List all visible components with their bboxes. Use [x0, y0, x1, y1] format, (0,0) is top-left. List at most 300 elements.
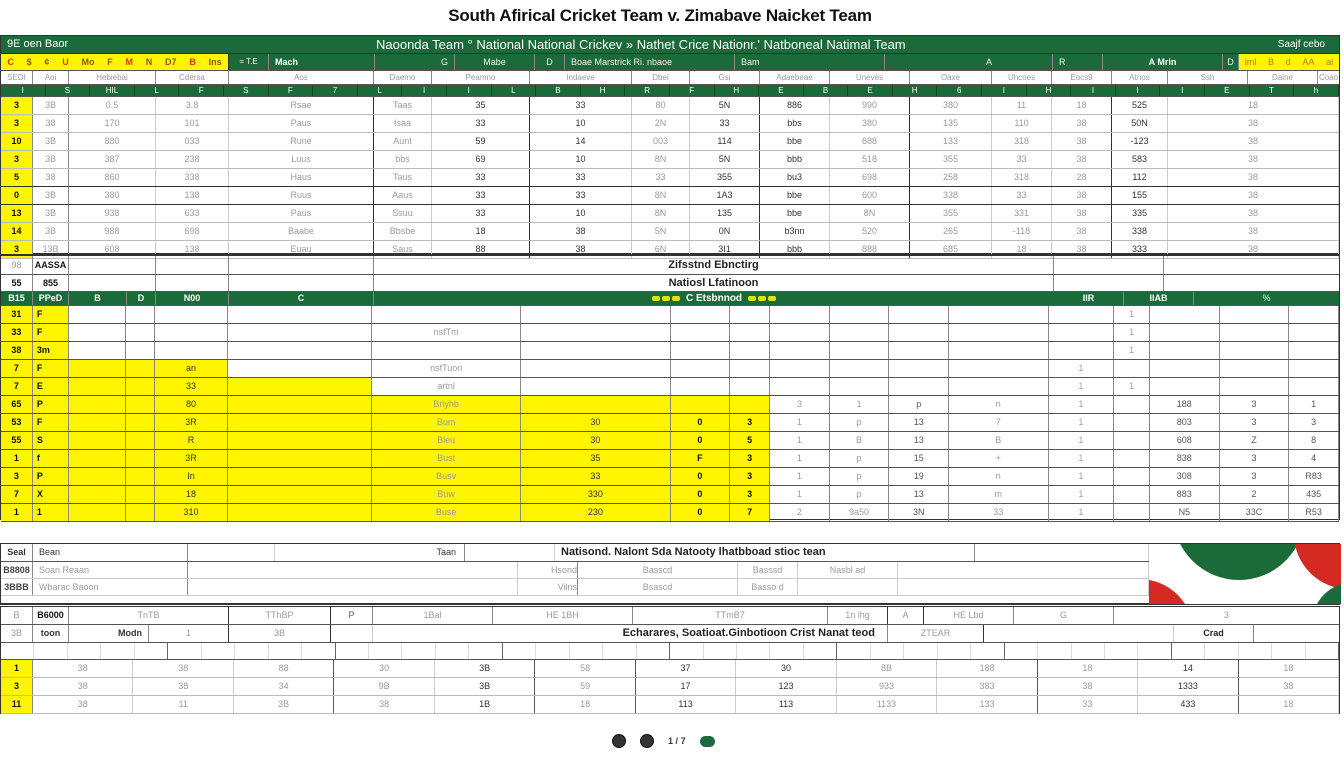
- row-cell[interactable]: [69, 414, 127, 431]
- row-cell[interactable]: F: [33, 414, 69, 431]
- row-cell[interactable]: 1: [33, 504, 69, 521]
- row-cell[interactable]: 860: [69, 169, 156, 186]
- row-cell[interactable]: 50N: [1112, 115, 1168, 132]
- row-cell[interactable]: 688: [830, 133, 910, 150]
- row-cell[interactable]: 3: [730, 414, 770, 431]
- row-cell[interactable]: [1289, 306, 1339, 323]
- row-cell[interactable]: [188, 579, 518, 595]
- row-cell[interactable]: 387: [69, 151, 156, 168]
- row-cell[interactable]: nsfTuon: [372, 360, 521, 377]
- row-cell[interactable]: 18: [535, 696, 635, 713]
- row-cell[interactable]: 258: [910, 169, 992, 186]
- row-cell[interactable]: [126, 306, 155, 323]
- row-cell[interactable]: 3: [1220, 396, 1290, 413]
- row-cell[interactable]: 35: [432, 97, 530, 114]
- row-cell[interactable]: Bust: [372, 450, 521, 467]
- row-cell[interactable]: 5N: [690, 97, 760, 114]
- row-cell[interactable]: 3m: [33, 342, 69, 359]
- row-cell[interactable]: 33: [432, 169, 530, 186]
- row-cell[interactable]: [126, 324, 155, 341]
- row-cell[interactable]: 155: [1112, 187, 1168, 204]
- row-cell[interactable]: 133: [937, 696, 1037, 713]
- row-cell[interactable]: 0: [671, 414, 731, 431]
- row-cell[interactable]: 608: [69, 241, 156, 258]
- row-cell[interactable]: [898, 579, 1149, 595]
- row-cell[interactable]: 35: [521, 450, 670, 467]
- row-cell[interactable]: 38: [1239, 678, 1339, 695]
- row-cell[interactable]: [126, 486, 155, 503]
- row-cell[interactable]: 6N: [632, 241, 690, 258]
- row-cell[interactable]: 1: [1049, 450, 1115, 467]
- row-cell[interactable]: 7: [949, 414, 1048, 431]
- column-header[interactable]: Atnos: [1112, 71, 1168, 84]
- row-cell[interactable]: 990: [830, 97, 910, 114]
- row-cell[interactable]: 15: [889, 450, 949, 467]
- row-cell[interactable]: X: [33, 486, 69, 503]
- row-number[interactable]: 3: [1, 97, 33, 114]
- row-number[interactable]: 10: [1, 133, 33, 150]
- row-cell[interactable]: [228, 414, 372, 431]
- column-header[interactable]: Eocs9: [1052, 71, 1112, 84]
- row-index[interactable]: 7: [1, 378, 33, 395]
- row-cell[interactable]: 88: [234, 660, 334, 677]
- next-page-button[interactable]: [640, 734, 654, 748]
- row-cell[interactable]: [1114, 468, 1150, 485]
- row-cell[interactable]: 380: [910, 97, 992, 114]
- row-cell[interactable]: [830, 324, 890, 341]
- row-cell[interactable]: [1114, 414, 1150, 431]
- row-cell[interactable]: 883: [1150, 486, 1220, 503]
- row-cell[interactable]: 3B: [234, 696, 334, 713]
- row-cell[interactable]: Paus: [229, 115, 374, 132]
- row-cell[interactable]: [69, 342, 127, 359]
- row-cell[interactable]: 838: [1150, 450, 1220, 467]
- row-cell[interactable]: 101: [156, 115, 229, 132]
- row-cell[interactable]: 69: [432, 151, 530, 168]
- row-cell[interactable]: Soan Reaan: [33, 562, 188, 578]
- row-cell[interactable]: b3nn: [760, 223, 830, 240]
- row-cell[interactable]: 310: [155, 504, 228, 521]
- row-cell[interactable]: 1: [1049, 468, 1115, 485]
- row-cell[interactable]: 38: [1052, 241, 1112, 258]
- row-cell[interactable]: 138: [156, 241, 229, 258]
- row-cell[interactable]: [770, 324, 830, 341]
- row-cell[interactable]: 112: [1112, 169, 1168, 186]
- row-cell[interactable]: [1150, 324, 1220, 341]
- row-cell[interactable]: -123: [1112, 133, 1168, 150]
- row-cell[interactable]: n: [949, 396, 1048, 413]
- row-cell[interactable]: Busv: [372, 468, 521, 485]
- row-cell[interactable]: [1289, 378, 1339, 395]
- row-cell[interactable]: P: [33, 468, 69, 485]
- row-cell[interactable]: 3B: [33, 97, 69, 114]
- row-cell[interactable]: B: [949, 432, 1048, 449]
- row-cell[interactable]: 38: [1168, 241, 1339, 258]
- row-cell[interactable]: [1049, 324, 1115, 341]
- row-cell[interactable]: 583: [1112, 151, 1168, 168]
- row-cell[interactable]: 38: [1168, 115, 1339, 132]
- row-cell[interactable]: Aunt: [374, 133, 432, 150]
- row-cell[interactable]: 30: [736, 660, 836, 677]
- column-header[interactable]: Hebiebai: [69, 71, 156, 84]
- row-cell[interactable]: 1: [1049, 360, 1115, 377]
- row-cell[interactable]: 333: [1112, 241, 1168, 258]
- row-cell[interactable]: [1049, 342, 1115, 359]
- row-cell[interactable]: 331: [992, 205, 1052, 222]
- mid-header-c2[interactable]: D: [127, 292, 156, 305]
- row-cell[interactable]: 59: [535, 678, 635, 695]
- row-cell[interactable]: [671, 342, 731, 359]
- toolbar-ctrl[interactable]: = T.E: [229, 54, 269, 70]
- row-cell[interactable]: 113: [736, 696, 836, 713]
- row-cell[interactable]: 3: [730, 450, 770, 467]
- row-cell[interactable]: Paus: [229, 205, 374, 222]
- row-cell[interactable]: R83: [1289, 468, 1339, 485]
- row-cell[interactable]: [521, 396, 670, 413]
- row-cell[interactable]: 3BBB: [1, 579, 33, 595]
- row-cell[interactable]: 685: [910, 241, 992, 258]
- row-cell[interactable]: 3: [770, 396, 830, 413]
- row-cell[interactable]: 1: [1049, 378, 1115, 395]
- row-cell[interactable]: 38: [33, 115, 69, 132]
- row-cell[interactable]: 0: [671, 432, 731, 449]
- row-cell[interactable]: [372, 306, 521, 323]
- row-cell[interactable]: 1: [1114, 378, 1150, 395]
- row-cell[interactable]: nsfTm: [372, 324, 521, 341]
- row-cell[interactable]: [830, 342, 890, 359]
- mid-header-c5[interactable]: IIR: [1054, 292, 1124, 305]
- row-cell[interactable]: [126, 396, 155, 413]
- row-cell[interactable]: [69, 306, 127, 323]
- row-cell[interactable]: bbb: [760, 241, 830, 258]
- toolbar-group3-label[interactable]: Boae Marstrick Ri. nbaoe: [565, 54, 735, 70]
- column-header[interactable]: Ssh: [1168, 71, 1248, 84]
- row-cell[interactable]: R: [155, 432, 228, 449]
- row-cell[interactable]: 3N: [889, 504, 949, 521]
- row-cell[interactable]: bbe: [760, 187, 830, 204]
- row-cell[interactable]: Hsond: [518, 562, 578, 578]
- row-cell[interactable]: 033: [156, 133, 229, 150]
- row-cell[interactable]: [228, 306, 372, 323]
- row-cell[interactable]: 338: [1112, 223, 1168, 240]
- row-cell[interactable]: [228, 378, 372, 395]
- row-cell[interactable]: 3: [1220, 450, 1290, 467]
- row-cell[interactable]: [671, 396, 731, 413]
- row-cell[interactable]: 18: [1038, 660, 1138, 677]
- row-cell[interactable]: 880: [69, 133, 156, 150]
- column-header[interactable]: Peamno: [432, 71, 530, 84]
- row-cell[interactable]: [1114, 504, 1150, 521]
- row-cell[interactable]: [1289, 360, 1339, 377]
- row-cell[interactable]: 18: [1239, 696, 1339, 713]
- toolbar-tool-button[interactable]: iml: [1244, 56, 1257, 67]
- row-cell[interactable]: 7: [730, 504, 770, 521]
- mid-header-c1[interactable]: B: [69, 292, 127, 305]
- toolbar-tool-button[interactable]: B: [1268, 56, 1275, 67]
- row-cell[interactable]: [69, 450, 127, 467]
- row-cell[interactable]: 38: [1052, 115, 1112, 132]
- toolbar-tool-button[interactable]: Ins: [208, 56, 222, 67]
- column-header[interactable]: SEDI: [1, 71, 33, 84]
- row-cell[interactable]: -118: [992, 223, 1052, 240]
- row-cell[interactable]: [671, 306, 731, 323]
- row-number[interactable]: 11: [1, 696, 33, 713]
- row-cell[interactable]: 3: [1220, 414, 1290, 431]
- row-cell[interactable]: 355: [690, 169, 760, 186]
- row-cell[interactable]: p: [830, 414, 890, 431]
- row-cell[interactable]: 318: [992, 133, 1052, 150]
- row-number[interactable]: 3: [1, 678, 33, 695]
- row-number[interactable]: 3: [1, 115, 33, 132]
- row-cell[interactable]: Rune: [229, 133, 374, 150]
- row-number[interactable]: 1: [1, 660, 33, 677]
- row-cell[interactable]: 18: [1052, 97, 1112, 114]
- row-cell[interactable]: 19: [889, 468, 949, 485]
- row-cell[interactable]: [126, 432, 155, 449]
- column-header[interactable]: Oaxe: [910, 71, 992, 84]
- row-cell[interactable]: an: [155, 360, 228, 377]
- row-cell[interactable]: 355: [910, 151, 992, 168]
- row-cell[interactable]: 110: [992, 115, 1052, 132]
- row-cell[interactable]: 886: [760, 97, 830, 114]
- row-cell[interactable]: Bum: [372, 414, 521, 431]
- row-cell[interactable]: 33: [432, 115, 530, 132]
- row-cell[interactable]: [155, 306, 228, 323]
- row-index[interactable]: 1: [1, 504, 33, 521]
- row-cell[interactable]: 8N: [830, 205, 910, 222]
- row-cell[interactable]: [949, 324, 1048, 341]
- toolbar-tool-button[interactable]: F: [107, 56, 113, 67]
- toolbar-match[interactable]: Mach: [269, 54, 375, 70]
- row-cell[interactable]: Basscd: [578, 562, 738, 578]
- row-cell[interactable]: [770, 342, 830, 359]
- column-header[interactable]: Gsi: [690, 71, 760, 84]
- row-cell[interactable]: 38: [530, 223, 632, 240]
- prev-page-button[interactable]: [612, 734, 626, 748]
- row-cell[interactable]: f: [33, 450, 69, 467]
- row-cell[interactable]: [671, 324, 731, 341]
- row-cell[interactable]: [1150, 342, 1220, 359]
- row-cell[interactable]: Ruus: [229, 187, 374, 204]
- toolbar-tool-button[interactable]: U: [62, 56, 69, 67]
- row-cell[interactable]: [1220, 360, 1290, 377]
- row-cell[interactable]: 38: [33, 678, 133, 695]
- row-cell[interactable]: 633: [156, 205, 229, 222]
- row-cell[interactable]: 18: [155, 486, 228, 503]
- row-cell[interactable]: 3B: [435, 660, 535, 677]
- row-cell[interactable]: Buse: [372, 504, 521, 521]
- row-cell[interactable]: 698: [156, 223, 229, 240]
- column-header[interactable]: Coao: [1318, 72, 1339, 82]
- row-cell[interactable]: B8808: [1, 562, 33, 578]
- row-cell[interactable]: 38: [1168, 187, 1339, 204]
- row-cell[interactable]: [1150, 378, 1220, 395]
- row-cell[interactable]: 33: [992, 187, 1052, 204]
- row-cell[interactable]: F: [671, 450, 731, 467]
- row-cell[interactable]: 59: [432, 133, 530, 150]
- row-cell[interactable]: 1: [770, 450, 830, 467]
- row-cell[interactable]: [1114, 450, 1150, 467]
- row-cell[interactable]: [372, 342, 521, 359]
- row-cell[interactable]: 38: [1168, 205, 1339, 222]
- row-cell[interactable]: 38: [1168, 223, 1339, 240]
- row-cell[interactable]: 33: [530, 97, 632, 114]
- row-number[interactable]: 14: [1, 223, 33, 240]
- row-cell[interactable]: 5: [730, 432, 770, 449]
- row-cell[interactable]: [1150, 360, 1220, 377]
- row-cell[interactable]: 14: [530, 133, 632, 150]
- row-cell[interactable]: 18: [992, 241, 1052, 258]
- row-cell[interactable]: Buw: [372, 486, 521, 503]
- row-cell[interactable]: 33: [530, 187, 632, 204]
- row-cell[interactable]: 003: [632, 133, 690, 150]
- row-cell[interactable]: Z: [1220, 432, 1290, 449]
- row-cell[interactable]: Euau: [229, 241, 374, 258]
- row-cell[interactable]: 2: [770, 504, 830, 521]
- row-cell[interactable]: 33: [432, 205, 530, 222]
- row-cell[interactable]: [126, 504, 155, 521]
- row-cell[interactable]: 1: [1114, 306, 1150, 323]
- row-cell[interactable]: 1: [770, 414, 830, 431]
- row-cell[interactable]: 38: [33, 660, 133, 677]
- row-cell[interactable]: 230: [521, 504, 670, 521]
- row-cell[interactable]: [1220, 324, 1290, 341]
- row-cell[interactable]: [126, 360, 155, 377]
- column-header[interactable]: Uneves: [830, 71, 910, 84]
- row-cell[interactable]: p: [889, 396, 949, 413]
- row-cell[interactable]: Ssuu: [374, 205, 432, 222]
- row-cell[interactable]: 1A3: [690, 187, 760, 204]
- row-cell[interactable]: [521, 378, 670, 395]
- row-cell[interactable]: 38: [133, 678, 233, 695]
- row-cell[interactable]: [949, 360, 1048, 377]
- row-cell[interactable]: [1289, 324, 1339, 341]
- row-cell[interactable]: Aaus: [374, 187, 432, 204]
- row-cell[interactable]: p: [830, 486, 890, 503]
- row-cell[interactable]: +: [949, 450, 1048, 467]
- row-cell[interactable]: [889, 324, 949, 341]
- row-number[interactable]: 3: [1, 151, 33, 168]
- row-number[interactable]: 5: [1, 169, 33, 186]
- row-cell[interactable]: 238: [156, 151, 229, 168]
- row-cell[interactable]: 3B: [435, 678, 535, 695]
- row-cell[interactable]: 335: [1112, 205, 1168, 222]
- row-cell[interactable]: 11: [992, 97, 1052, 114]
- row-cell[interactable]: [770, 360, 830, 377]
- row-cell[interactable]: 3: [1220, 468, 1290, 485]
- row-cell[interactable]: [730, 342, 770, 359]
- row-cell[interactable]: 18: [432, 223, 530, 240]
- row-index[interactable]: 65: [1, 396, 33, 413]
- row-cell[interactable]: Basssd: [738, 562, 798, 578]
- row-cell[interactable]: [228, 360, 372, 377]
- row-cell[interactable]: Bnyhb: [372, 396, 521, 413]
- row-cell[interactable]: [671, 360, 731, 377]
- row-cell[interactable]: bbs: [760, 115, 830, 132]
- row-cell[interactable]: Basso d: [738, 579, 798, 595]
- row-cell[interactable]: 8B: [837, 660, 937, 677]
- row-cell[interactable]: [228, 450, 372, 467]
- row-cell[interactable]: [671, 378, 731, 395]
- row-cell[interactable]: R53: [1289, 504, 1339, 521]
- row-index[interactable]: 1: [1, 450, 33, 467]
- row-cell[interactable]: 28: [1052, 169, 1112, 186]
- row-cell[interactable]: [69, 324, 127, 341]
- row-cell[interactable]: [730, 360, 770, 377]
- row-cell[interactable]: 17: [636, 678, 736, 695]
- row-cell[interactable]: 113: [636, 696, 736, 713]
- row-cell[interactable]: 433: [1138, 696, 1238, 713]
- row-cell[interactable]: Rsae: [229, 97, 374, 114]
- row-cell[interactable]: 1: [1049, 432, 1115, 449]
- row-cell[interactable]: 33: [632, 169, 690, 186]
- row-cell[interactable]: bbe: [760, 133, 830, 150]
- row-cell[interactable]: [830, 306, 890, 323]
- row-cell[interactable]: bbs: [374, 151, 432, 168]
- row-cell[interactable]: [126, 414, 155, 431]
- toolbar-tool-button[interactable]: AA: [1302, 56, 1315, 67]
- row-cell[interactable]: [770, 306, 830, 323]
- row-cell[interactable]: 3B: [33, 205, 69, 222]
- row-cell[interactable]: 330: [521, 486, 670, 503]
- row-cell[interactable]: [521, 306, 670, 323]
- row-cell[interactable]: 11: [133, 696, 233, 713]
- row-cell[interactable]: 933: [837, 678, 937, 695]
- row-cell[interactable]: [830, 378, 890, 395]
- row-cell[interactable]: [188, 562, 518, 578]
- row-cell[interactable]: 520: [830, 223, 910, 240]
- row-cell[interactable]: [228, 396, 372, 413]
- row-cell[interactable]: 38: [1052, 205, 1112, 222]
- row-cell[interactable]: 3: [730, 486, 770, 503]
- row-cell[interactable]: 1: [1049, 396, 1115, 413]
- row-cell[interactable]: 3: [1289, 414, 1339, 431]
- row-cell[interactable]: Wbarac Baoon: [33, 579, 188, 595]
- toolbar-tool-button[interactable]: $: [26, 56, 32, 67]
- row-cell[interactable]: 0N: [690, 223, 760, 240]
- mid-header-c4[interactable]: C: [229, 292, 374, 305]
- toolbar-group2-label[interactable]: Mabe: [455, 54, 535, 70]
- row-cell[interactable]: 18: [1168, 97, 1339, 114]
- row-cell[interactable]: 1B: [435, 696, 535, 713]
- row-cell[interactable]: 888: [830, 241, 910, 258]
- row-cell[interactable]: [126, 450, 155, 467]
- row-index[interactable]: 31: [1, 306, 33, 323]
- row-index[interactable]: 55: [1, 432, 33, 449]
- row-cell[interactable]: 3I1: [690, 241, 760, 258]
- row-cell[interactable]: 1: [1289, 396, 1339, 413]
- row-cell[interactable]: bu3: [760, 169, 830, 186]
- toolbar-group6-label[interactable]: R: [1053, 54, 1103, 70]
- row-cell[interactable]: 2: [1220, 486, 1290, 503]
- row-cell[interactable]: 170: [69, 115, 156, 132]
- row-cell[interactable]: [126, 342, 155, 359]
- row-cell[interactable]: 5N: [690, 151, 760, 168]
- row-cell[interactable]: 338: [910, 187, 992, 204]
- row-cell[interactable]: S: [33, 432, 69, 449]
- toolbar-tool-button[interactable]: ¢: [44, 56, 50, 67]
- column-header[interactable]: Adaebeae: [760, 71, 830, 84]
- row-cell[interactable]: 435: [1289, 486, 1339, 503]
- row-cell[interactable]: Vilns: [518, 579, 578, 595]
- row-cell[interactable]: 34: [234, 678, 334, 695]
- row-cell[interactable]: [69, 360, 127, 377]
- row-cell[interactable]: 265: [910, 223, 992, 240]
- row-cell[interactable]: p: [830, 468, 890, 485]
- row-cell[interactable]: [889, 342, 949, 359]
- row-cell[interactable]: 3: [730, 468, 770, 485]
- row-cell[interactable]: Luus: [229, 151, 374, 168]
